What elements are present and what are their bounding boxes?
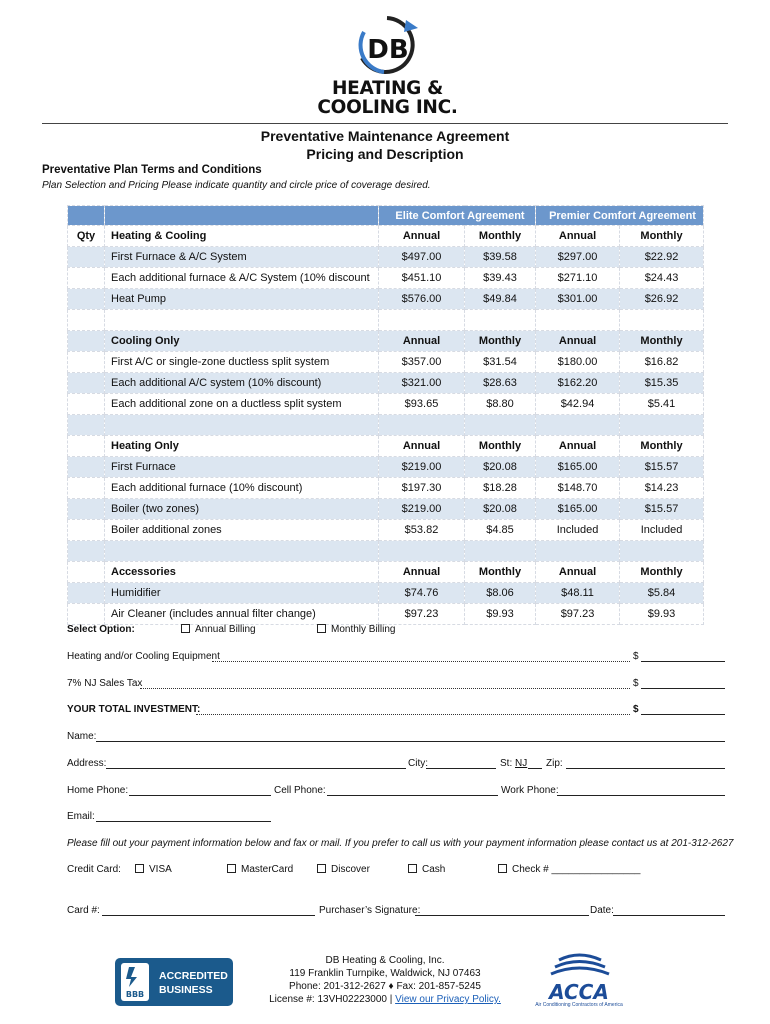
blank-cell <box>105 206 379 226</box>
price-cell[interactable]: $15.57 <box>620 499 704 520</box>
logo-line1: HEATING & <box>331 78 444 99</box>
dotted-leader <box>140 688 630 689</box>
home-phone-field[interactable] <box>129 795 271 796</box>
price-cell[interactable]: $197.30 <box>379 478 465 499</box>
blank-cell <box>379 415 465 436</box>
table-row <box>68 520 704 541</box>
table-row <box>68 352 704 373</box>
check-option[interactable]: Check # ________________ <box>498 864 640 875</box>
blank-cell <box>68 206 105 226</box>
qty-cell[interactable] <box>68 289 105 310</box>
price-cell[interactable]: $180.00 <box>536 352 620 373</box>
service-description: Humidifier <box>105 583 379 604</box>
price-cell[interactable]: $8.06 <box>465 583 536 604</box>
section-title: Heating & Cooling <box>105 226 379 247</box>
price-cell[interactable]: $9.93 <box>620 604 704 625</box>
spacer-row <box>68 415 704 436</box>
service-description: First Furnace <box>105 457 379 478</box>
price-cell[interactable]: Included <box>536 520 620 541</box>
card-number-field[interactable] <box>102 915 315 916</box>
service-description: Heat Pump <box>105 289 379 310</box>
blank-cell <box>465 310 536 331</box>
logo-line2: COOLING INC. <box>317 97 458 118</box>
work-phone-field[interactable] <box>557 795 725 796</box>
service-description: First A/C or single-zone ductless split system <box>105 352 379 373</box>
payment-note: Please fill out your payment information below and fax or mail. If you prefer to call us with your payment information please contact us at 201-312-2627 <box>67 838 734 849</box>
monthly-header: Monthly <box>465 562 536 583</box>
annual-header: Annual <box>536 562 620 583</box>
qty-cell <box>68 562 105 583</box>
price-cell[interactable]: $48.11 <box>536 583 620 604</box>
price-cell[interactable]: $9.93 <box>465 604 536 625</box>
tax-amount-field[interactable] <box>641 688 725 689</box>
cell-phone-field[interactable] <box>327 795 498 796</box>
cell-phone-label: Cell Phone: <box>274 785 326 796</box>
price-cell[interactable]: $39.43 <box>465 268 536 289</box>
annual-header: Annual <box>379 436 465 457</box>
table-row <box>68 478 704 499</box>
qty-cell[interactable] <box>68 268 105 289</box>
spacer-row <box>68 310 704 331</box>
state-label: St: <box>500 758 513 769</box>
blank-cell <box>620 310 704 331</box>
select-option-label: Select Option: <box>67 624 135 635</box>
price-cell[interactable]: $271.10 <box>536 268 620 289</box>
acca-logo <box>535 950 623 1010</box>
price-cell[interactable]: $148.70 <box>536 478 620 499</box>
table-row <box>68 583 704 604</box>
service-description: First Furnace & A/C System <box>105 247 379 268</box>
signature-field[interactable] <box>415 915 589 916</box>
qty-cell[interactable] <box>68 499 105 520</box>
annual-header: Annual <box>536 436 620 457</box>
qty-cell[interactable] <box>68 604 105 625</box>
email-label: Email: <box>67 811 95 822</box>
annual-header: Annual <box>379 331 465 352</box>
bbb-line1: ACCREDITED <box>159 970 228 982</box>
company-logo <box>300 14 475 118</box>
qty-cell[interactable] <box>68 457 105 478</box>
monthly-header: Monthly <box>465 436 536 457</box>
name-label: Name: <box>67 731 97 742</box>
blank-cell <box>536 415 620 436</box>
qty-cell[interactable] <box>68 247 105 268</box>
blank-cell <box>68 415 105 436</box>
price-cell[interactable]: $74.76 <box>379 583 465 604</box>
service-description: Each additional A/C system (10% discount) <box>105 373 379 394</box>
header-divider <box>42 123 728 124</box>
section-header-row <box>68 226 704 247</box>
table-row <box>68 268 704 289</box>
service-description: Boiler additional zones <box>105 520 379 541</box>
terms-subheading: Plan Selection and Pricing Please indicate quantity and circle price of coverage desired. <box>42 180 431 191</box>
blank-cell <box>105 310 379 331</box>
price-cell[interactable]: $53.82 <box>379 520 465 541</box>
table-row <box>68 499 704 520</box>
state-value: NJ <box>515 758 528 769</box>
qty-header: Qty <box>68 226 105 247</box>
qty-cell <box>68 331 105 352</box>
blank-cell <box>105 415 379 436</box>
service-description: Each additional furnace & A/C System (10% discount <box>105 268 379 289</box>
price-cell[interactable]: $165.00 <box>536 457 620 478</box>
service-description: Boiler (two zones) <box>105 499 379 520</box>
qty-cell[interactable] <box>68 478 105 499</box>
bbb-torch-icon <box>121 963 149 1001</box>
footer-contact <box>230 954 540 1006</box>
blank-cell <box>465 415 536 436</box>
price-cell[interactable]: $5.41 <box>620 394 704 415</box>
qty-cell[interactable] <box>68 352 105 373</box>
service-description: Air Cleaner (includes annual filter change) <box>105 604 379 625</box>
state-field[interactable] <box>528 768 542 769</box>
price-cell[interactable]: $165.00 <box>536 499 620 520</box>
checkbox-icon[interactable] <box>317 624 326 633</box>
card-number-label: Card #: <box>67 905 100 916</box>
section-title: Cooling Only <box>105 331 379 352</box>
price-cell[interactable]: $22.92 <box>620 247 704 268</box>
section-header-row <box>68 436 704 457</box>
table-row <box>68 604 704 625</box>
city-label: City: <box>408 758 428 769</box>
price-cell[interactable]: $4.85 <box>465 520 536 541</box>
table-row <box>68 457 704 478</box>
price-cell[interactable]: $321.00 <box>379 373 465 394</box>
monthly-header: Monthly <box>620 562 704 583</box>
service-description: Each additional furnace (10% discount) <box>105 478 379 499</box>
logo-monogram: DB <box>367 35 409 65</box>
tax-label: 7% NJ Sales Tax <box>67 678 143 689</box>
annual-header: Annual <box>379 226 465 247</box>
price-cell[interactable]: $497.00 <box>379 247 465 268</box>
price-cell[interactable]: $451.10 <box>379 268 465 289</box>
footer-phone-fax: Phone: 201-312-2627 ♦ Fax: 201-857-5245 <box>289 981 481 992</box>
checkbox-icon[interactable] <box>227 864 236 873</box>
email-field[interactable] <box>96 821 271 822</box>
price-cell[interactable]: $31.54 <box>465 352 536 373</box>
blank-cell <box>536 310 620 331</box>
blank-cell <box>105 541 379 562</box>
blank-cell <box>465 541 536 562</box>
price-cell[interactable]: $8.80 <box>465 394 536 415</box>
annual-header: Annual <box>379 562 465 583</box>
checkbox-icon[interactable] <box>181 624 190 633</box>
price-cell[interactable]: $5.84 <box>620 583 704 604</box>
table-row <box>68 247 704 268</box>
zip-field[interactable] <box>566 768 725 769</box>
price-cell[interactable]: $297.00 <box>536 247 620 268</box>
qty-cell[interactable] <box>68 373 105 394</box>
blank-cell <box>379 310 465 331</box>
dotted-leader <box>196 714 630 715</box>
price-cell[interactable]: $219.00 <box>379 499 465 520</box>
annual-header: Annual <box>536 226 620 247</box>
acca-swoosh-icon <box>535 950 623 984</box>
price-cell[interactable]: $20.08 <box>465 499 536 520</box>
blank-cell <box>536 541 620 562</box>
service-description: Each additional zone on a ductless split system <box>105 394 379 415</box>
section-title: Heating Only <box>105 436 379 457</box>
price-cell[interactable]: $24.43 <box>620 268 704 289</box>
price-cell[interactable]: Included <box>620 520 704 541</box>
price-cell[interactable]: $15.57 <box>620 457 704 478</box>
privacy-policy-link[interactable]: View our Privacy Policy. <box>395 994 501 1005</box>
footer-license: License #: 13VH02223000 | <box>269 994 393 1005</box>
section-header-row <box>68 562 704 583</box>
blank-cell <box>379 541 465 562</box>
qty-cell[interactable] <box>68 583 105 604</box>
price-cell[interactable]: $42.94 <box>536 394 620 415</box>
acca-subtitle: Air Conditioning Contractors of America <box>535 1002 623 1008</box>
annual-billing-option[interactable]: Annual Billing <box>181 624 256 635</box>
pricing-table <box>67 205 704 625</box>
visa-option[interactable]: VISA <box>135 864 172 875</box>
checkbox-icon[interactable] <box>498 864 507 873</box>
bbb-mark: BBB <box>125 990 145 999</box>
price-cell[interactable]: $576.00 <box>379 289 465 310</box>
monthly-header: Monthly <box>465 331 536 352</box>
price-cell[interactable]: $39.58 <box>465 247 536 268</box>
address-label: Address: <box>67 758 107 769</box>
qty-cell[interactable] <box>68 394 105 415</box>
total-label: YOUR TOTAL INVESTMENT: <box>67 704 201 715</box>
price-cell[interactable]: $219.00 <box>379 457 465 478</box>
dollar-sign: $ <box>633 678 639 689</box>
agreement-header-row <box>68 206 704 226</box>
monthly-header: Monthly <box>465 226 536 247</box>
spacer-row <box>68 541 704 562</box>
qty-cell <box>68 436 105 457</box>
dollar-sign: $ <box>633 704 639 715</box>
price-cell[interactable]: $49.84 <box>465 289 536 310</box>
table-row <box>68 289 704 310</box>
discover-option[interactable]: Discover <box>317 864 370 875</box>
monthly-billing-option[interactable]: Monthly Billing <box>317 624 395 635</box>
price-cell[interactable]: $14.23 <box>620 478 704 499</box>
table-row <box>68 394 704 415</box>
footer-address: 119 Franklin Turnpike, Waldwick, NJ 07463 <box>289 968 481 979</box>
dotted-leader <box>212 661 630 662</box>
signature-label: Purchaser’s Signature: <box>319 905 421 916</box>
price-cell[interactable]: $18.28 <box>465 478 536 499</box>
date-label: Date: <box>590 905 614 916</box>
page-title: Preventative Maintenance Agreement <box>260 128 510 144</box>
price-cell[interactable]: $97.23 <box>379 604 465 625</box>
blank-cell <box>68 541 105 562</box>
credit-card-label: Credit Card: <box>67 864 121 875</box>
monthly-header: Monthly <box>620 226 704 247</box>
section-title: Accessories <box>105 562 379 583</box>
cash-option[interactable]: Cash <box>408 864 445 875</box>
blank-cell <box>620 541 704 562</box>
dollar-sign: $ <box>633 651 639 662</box>
equipment-amount-field[interactable] <box>641 661 725 662</box>
home-phone-label: Home Phone: <box>67 785 129 796</box>
annual-header: Annual <box>536 331 620 352</box>
price-cell[interactable]: $28.63 <box>465 373 536 394</box>
monthly-header: Monthly <box>620 436 704 457</box>
monthly-header: Monthly <box>620 331 704 352</box>
blank-cell <box>68 310 105 331</box>
bbb-accredited-badge <box>115 958 233 1006</box>
db-monogram-icon <box>300 14 475 78</box>
zip-label: Zip: <box>546 758 563 769</box>
work-phone-label: Work Phone: <box>501 785 559 796</box>
price-cell[interactable]: $97.23 <box>536 604 620 625</box>
elite-header: Elite Comfort Agreement <box>379 206 536 226</box>
table-row <box>68 373 704 394</box>
price-cell[interactable]: $26.92 <box>620 289 704 310</box>
footer-company: DB Heating & Cooling, Inc. <box>325 955 445 966</box>
blank-cell <box>620 415 704 436</box>
terms-heading: Preventative Plan Terms and Conditions <box>42 164 262 176</box>
price-cell[interactable]: $93.65 <box>379 394 465 415</box>
price-cell[interactable]: $301.00 <box>536 289 620 310</box>
total-amount-field[interactable] <box>641 714 725 715</box>
price-cell[interactable]: $20.08 <box>465 457 536 478</box>
section-header-row <box>68 331 704 352</box>
equipment-label: Heating and/or Cooling Equipment <box>67 651 220 662</box>
price-cell[interactable]: $16.82 <box>620 352 704 373</box>
name-field[interactable] <box>96 741 725 742</box>
mastercard-option[interactable]: MasterCard <box>227 864 293 875</box>
price-cell[interactable]: $357.00 <box>379 352 465 373</box>
checkbox-icon[interactable] <box>317 864 326 873</box>
city-field[interactable] <box>426 768 496 769</box>
bbb-line2: BUSINESS <box>159 984 213 996</box>
date-field[interactable] <box>613 915 725 916</box>
page-subtitle: Pricing and Description <box>306 146 464 162</box>
footer-license-line <box>230 993 540 1006</box>
acca-name: ACCA <box>549 980 609 1004</box>
price-cell[interactable]: $162.20 <box>536 373 620 394</box>
qty-cell[interactable] <box>68 520 105 541</box>
price-cell[interactable]: $15.35 <box>620 373 704 394</box>
address-field[interactable] <box>106 768 406 769</box>
premier-header: Premier Comfort Agreement <box>536 206 704 226</box>
checkbox-icon[interactable] <box>408 864 417 873</box>
checkbox-icon[interactable] <box>135 864 144 873</box>
